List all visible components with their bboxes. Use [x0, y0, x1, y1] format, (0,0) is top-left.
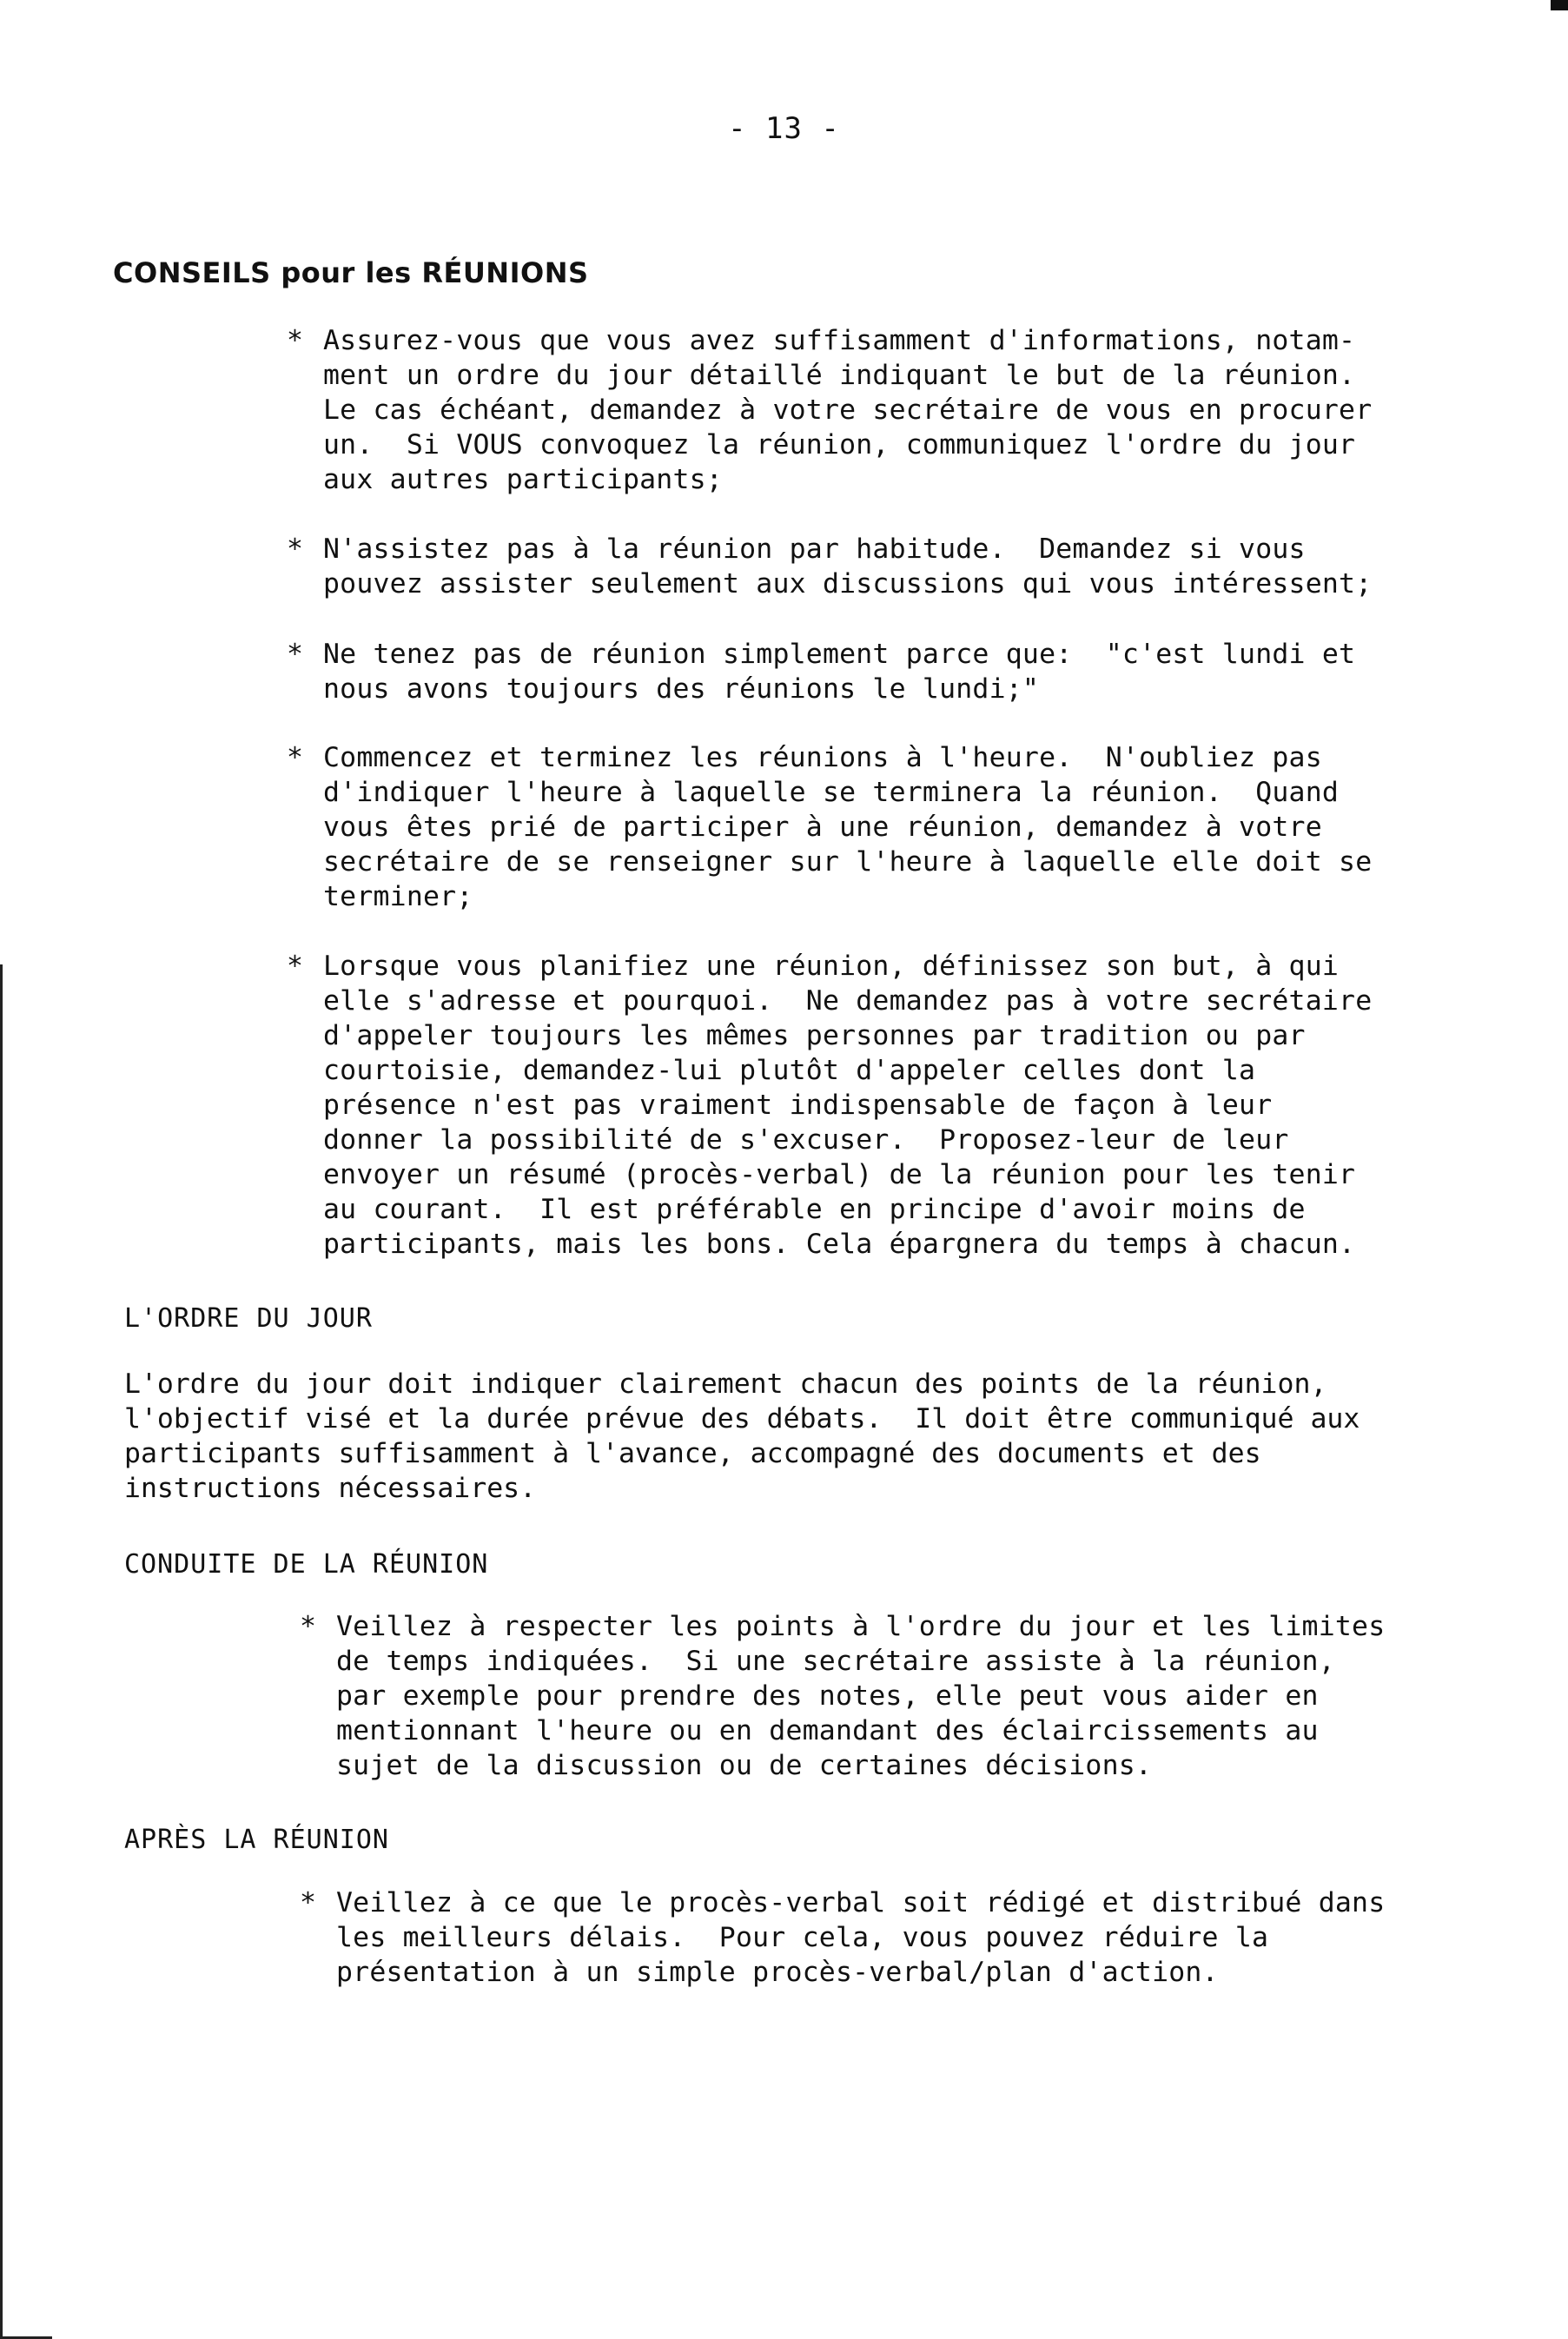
- bullet-text: Veillez à ce que le procès-verbal soit rédigé et distribué dans les meilleurs délais. Pour cela, vous pouvez réduire la présentation à un simple procès-verbal/plan d'action.: [336, 1887, 1386, 1988]
- bullet-marker: *: [287, 742, 304, 773]
- section-label-conduite: CONDUITE DE LA RÉUNION: [124, 1549, 489, 1580]
- bullet-text: Veillez à respecter les points à l'ordre du jour et les limites de temps indiquées. Si une secrétaire assiste à la réunion, par exemple pour prendre des notes, elle peut vous aider en mentionnant l'heure ou en demandant des éclaircissements au sujet de la discussion ou de certaines décisions.: [336, 1611, 1386, 1781]
- bullet-marker: *: [300, 1611, 317, 1642]
- section-heading: CONSEILS pour les RÉUNIONS: [113, 256, 589, 289]
- bullet-text: Commencez et terminez les réunions à l'heure. N'oubliez pas d'indiquer l'heure à laquelle se terminera la réunion. Quand vous êtes prié de participer à une réunion, demandez à votre secrétaire de se renseigner sur l'heure à laquelle elle doit se terminer;: [323, 742, 1373, 912]
- section-label-apres: APRÈS LA RÉUNION: [124, 1825, 389, 1855]
- page-corner-mark: [1551, 0, 1568, 10]
- paragraph-ordre-du-jour: L'ordre du jour doit indiquer clairement chacun des points de la réunion, l'objectif visé et la durée prévue des débats. Il doit être communiqué aux participants suffisamment à l'avance, accompagné des documents et des instructions nécessaires.: [124, 1368, 1360, 1504]
- bullet-marker: *: [287, 639, 304, 670]
- page-left-edge-line: [0, 964, 3, 2339]
- bullet-marker: *: [300, 1887, 317, 1918]
- bullet-marker: *: [287, 325, 304, 356]
- bullet-text: Lorsque vous planifiez une réunion, définissez son but, à qui elle s'adresse et pourquoi. Ne demandez pas à votre secrétaire d'appeler toujours les mêmes personnes par tradition ou par courtoisie, demandez-lui plutôt d'appeler celles dont la présence n'est pas vraiment indispensable de façon à leur donner la possibilité de s'excuser. Proposez-leur de leur envoyer un résumé (procès-verbal) de la réunion pour les tenir au courant. Il est préférable en principe d'avoir moins de participants, mais les bons. Cela épargnera du temps à chacun.: [323, 951, 1373, 1260]
- bullet-marker: *: [287, 951, 304, 982]
- section-label-ordre-du-jour: L'ORDRE DU JOUR: [124, 1303, 373, 1334]
- bullet-text: N'assistez pas à la réunion par habitude. Demandez si vous pouvez assister seulement aux discussions qui vous intéressent;: [323, 533, 1373, 600]
- bullet-text: Assurez-vous que vous avez suffisamment d'informations, notam- ment un ordre du jour détaillé indiquant le but de la réunion. Le cas échéant, demandez à votre secrétaire de vous en procurer un. Si VOUS convoquez la réunion, communiquez l'ordre du jour aux autres participants;: [323, 325, 1373, 495]
- page-number: - 13 -: [728, 111, 840, 146]
- bullet-text: Ne tenez pas de réunion simplement parce que: "c'est lundi et nous avons toujours des réunions le lundi;": [323, 639, 1356, 705]
- bullet-marker: *: [287, 533, 304, 565]
